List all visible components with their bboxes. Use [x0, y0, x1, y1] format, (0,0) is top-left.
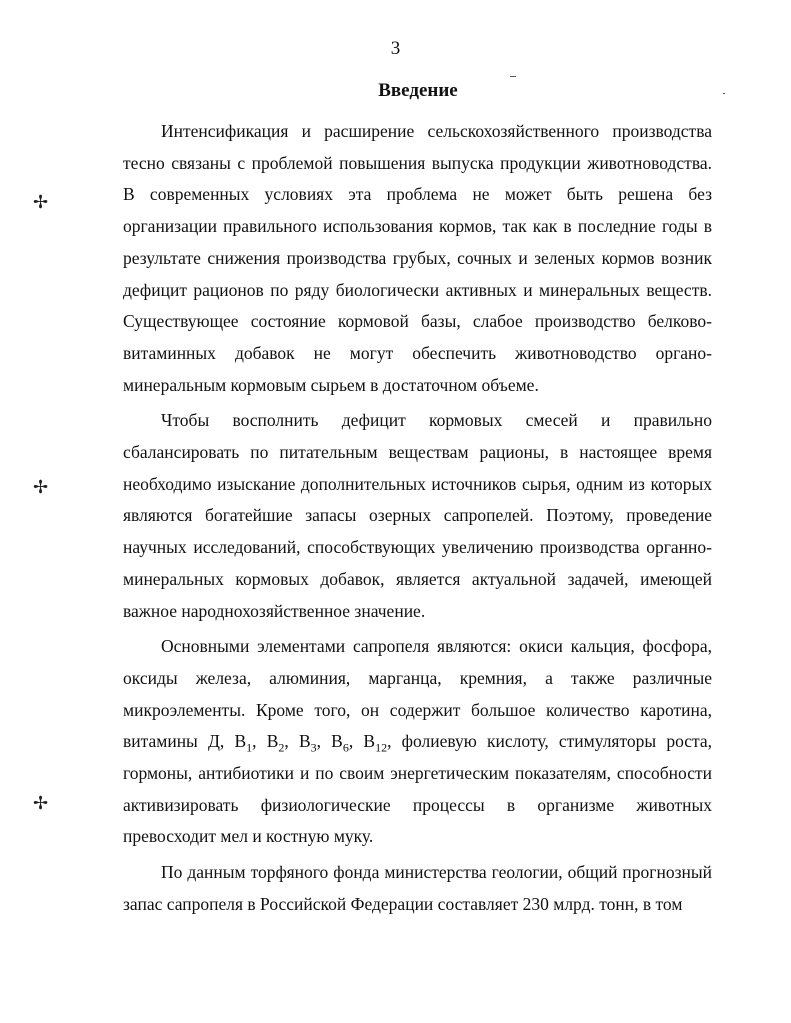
margin-mark: ✢	[33, 477, 49, 497]
scan-speck	[723, 93, 725, 94]
vitamin-b3: $B_3$	[298, 731, 317, 755]
scan-speck	[510, 76, 516, 77]
vitamin-b6: $B_6$	[331, 731, 349, 755]
body-text	[123, 116, 712, 921]
vitamin-b2: $B_2$	[266, 731, 285, 755]
margin-mark: ✢	[33, 793, 49, 813]
margin-mark: ✢	[33, 192, 49, 212]
paragraph-1: Интенсификация и расширение сельскохозяйственного производства тесно связаны с проблемой повышения выпуска продукции животноводства. В современных условиях эта проблема не может быть решена без организации правильного использования кормов, так как в последние годы в результате снижения производства грубых, сочных и зеленых кормов возник дефицит рационов по ряду биологически активных и минеральных веществ. Существующее состояние кормовой базы, слабое производство белково-витаминных добавок не могут обеспечить животноводство органо-минеральным кормовым сырьем в достаточном объеме.	[123, 121, 712, 395]
paragraph-2: Чтобы восполнить дефицит кормовых смесей и правильно сбалансировать по питательным веществам рационы, в настоящее время необходимо изыскание дополнительных источников сырья, одним из которых являются богатейшие запасы озерных сапропелей. Поэтому, проведение научных исследований, способствующих увеличению производства органно-минеральных кормовых добавок, является актуальной задачей, имеющей важное народнохозяйственное значение.	[123, 410, 712, 621]
vitamin-b1: $B_1$	[234, 731, 253, 755]
vitamin-b12: $B_{12}$	[363, 731, 388, 755]
page-number: 3	[390, 38, 401, 59]
section-heading: Введение	[378, 80, 458, 101]
paragraph-3: Основными элементами сапропеля являются: окиси кальция, фосфора, оксиды железа, алюминия, марганца, кремния, а также различные микроэлементы. Кроме того, он содержит большое количество каротина, витамины Д, $B_1$, $B_2$, $B_3$, $B_6$, $B_{12}$, фолиевую кислоту, стимуляторы роста, гормоны, антибиотики и по своим энергетическим показателям, способности активизировать физиологические процессы в организме животных превосходит мел и костную муку.	[123, 636, 713, 847]
paragraph-4: По данным торфяного фонда министерства геологии, общий прогнозный запас сапропеля в Российской Федерации составляет 230 млрд. тонн, в том	[123, 862, 712, 914]
paragraph-3-start: Основными элементами сапропеля являются: окиси кальция, фосфора, оксиды железа, алюминия, марганца, кремния, а также различные микроэлементы. Кроме того, он содержит большое количество каротина, витамины Д,	[123, 636, 712, 752]
paragraph-3-end: , фолиевую кислоту, стимуляторы роста, гормоны, антибиотики и по своим энергетическим показателям, способности активизировать физиологические процессы в организме животных превосходит мел и костную муку.	[123, 731, 713, 847]
